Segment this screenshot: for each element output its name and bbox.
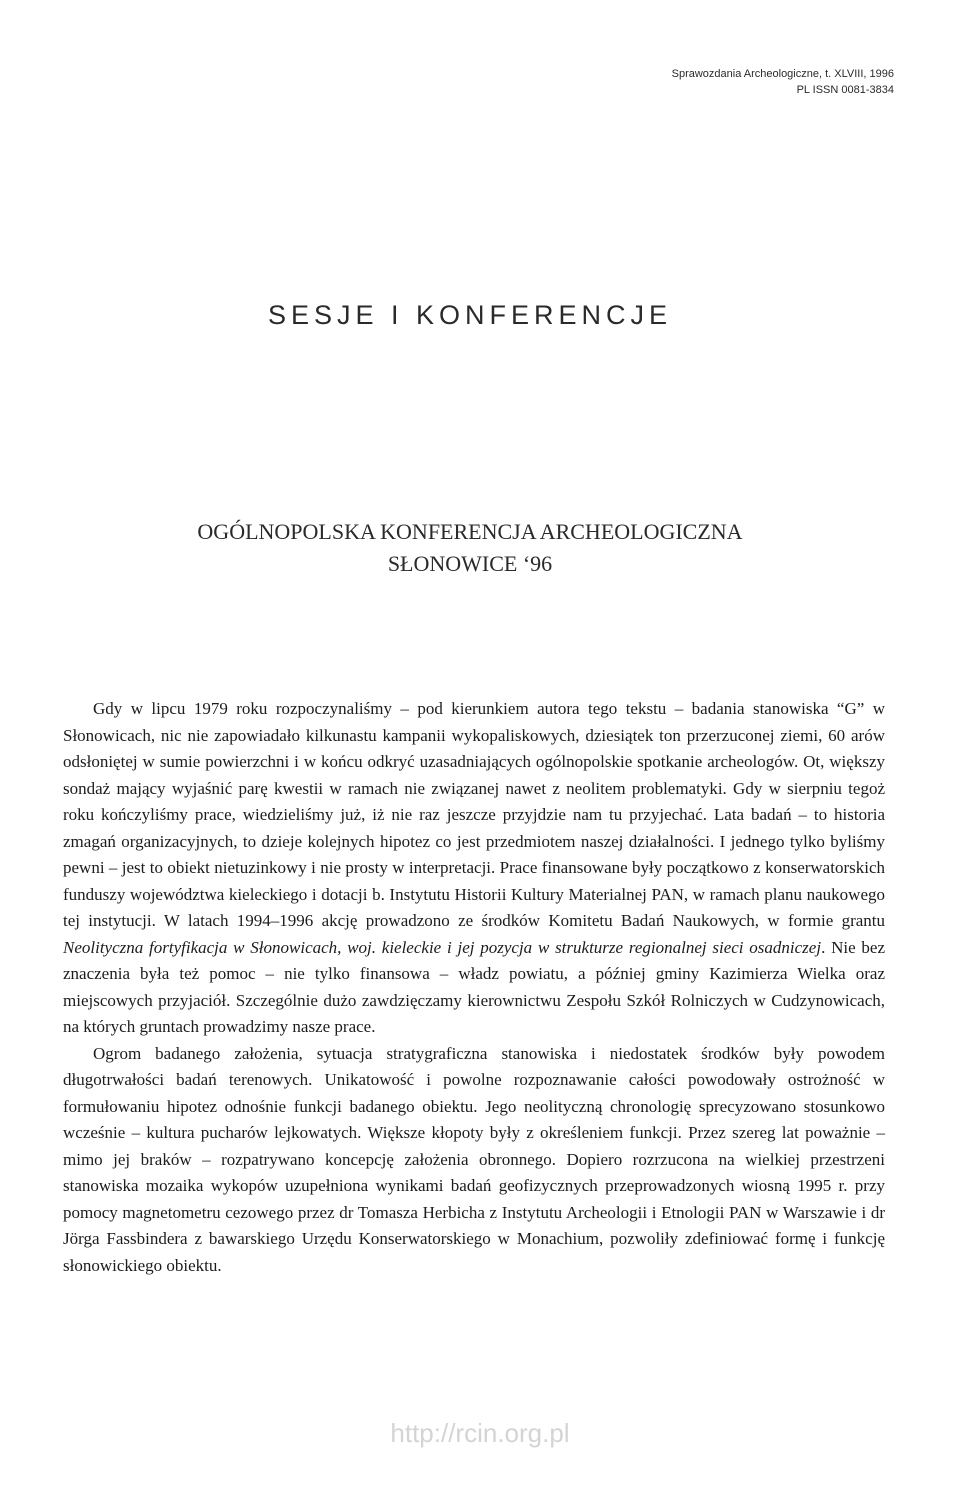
paragraph-1 [63,696,885,1041]
paragraph-1-text-a: Gdy w lipcu 1979 roku rozpoczynaliśmy – pod kierunkiem autora tego tekstu – badania stanowiska “G” w Słonowicach, nic nie zapowiadało kilkunastu kampanii wykopaliskowych, dziesiątek ton przerzuconej ziemi, 60 arów odsłoniętej w sumie powierzchni i w końcu odkryć uzasadniających ogólnopolskie spotkanie archeologów. Ot, większy sondaż mający wyjaśnić parę kwestii w ramach nie związanej nawet z neolitem problematyki. Gdy w sierpniu tegoż roku kończyliśmy prace, wiedzieliśmy już, iż nie raz jeszcze przyjdzie nam tu przyjechać. Lata badań – to historia zmagań organizacyjnych, to dzieje kolejnych hipotez co jest przedmiotem naszej działalności. I jednego tylko byliśmy pewni – jest to obiekt nietuzinkowy i nie prosty w interpretacji. Prace finansowane były początkowo z konserwatorskich funduszy województwa kieleckiego i dotacji b. Instytutu Historii Kultury Materialnej PAN, w ramach planu naukowego tej instytucji. W latach 1994–1996 akcję prowadzono ze środków Komitetu Badań Naukowych, w formie grantu [63,699,885,930]
section-title: SESJE I KONFERENCJE [267,300,673,330]
article-title-line-1: OGÓLNOPOLSKA KONFERENCJA ARCHEOLOGICZNA [197,519,743,544]
footer-watermark[interactable]: http://rcin.org.pl [390,1418,570,1448]
article-title [0,516,940,580]
paragraph-2: Ogrom badanego założenia, sytuacja stratygraficzna stanowiska i niedostatek środków były powodem długotrwałości badań terenowych. Unikatowość i powolne rozpoznawanie całości powodowały ostrożność w formułowaniu hipotez odnośnie funkcji badanego obiektu. Jego neolityczną chronologię sprecyzowano stosunkowo wcześnie – kultura pucharów lejkowatych. Większe kłopoty były z określeniem funkcji. Przez szereg lat poważnie – mimo jej braków – rozpatrywano koncepcję założenia obronnego. Dopiero rozrzucona na wielkiej przestrzeni stanowiska mozaika wykopów uzupełniona wynikami badań geofizycznych przeprowadzonych wiosną 1995 r. przy pomocy magnetometru cezowego przez dr Tomasza Herbicha z Instytutu Archeologii i Etnologii PAN w Warszawie i dr Jörga Fassbindera z bawarskiego Urzędu Konserwatorskiego w Monachium, pozwoliły zdefiniować formę i funkcję słonowickiego obiektu. [63,1043,885,1275]
grant-title: Neolityczna fortyfikacja w Słonowicach, woj. kieleckie i jej pozycja w strukturze regionalnej sieci osadniczej [63,937,822,957]
article-body [63,696,885,1279]
journal-header [672,66,894,98]
issn-line: PL ISSN 0081-3834 [796,84,894,96]
article-title-line-2: SŁONOWICE ‘96 [387,551,553,576]
journal-citation: Sprawozdania Archeologiczne, t. XLVIII, 1996 [671,68,894,80]
paragraph-1-text-b: . Nie bez znaczenia była też pomoc – nie tylko finansowa – władz powiatu, a później gminy Kazimierza Wielka oraz miejscowych przyjaciół. Szczególnie dużo zawdzięczamy kierownictwu Zespołu Szkół Rolniczych w Cudzynowicach, na których gruntach prowadzimy nasze prace. [63,937,885,1036]
